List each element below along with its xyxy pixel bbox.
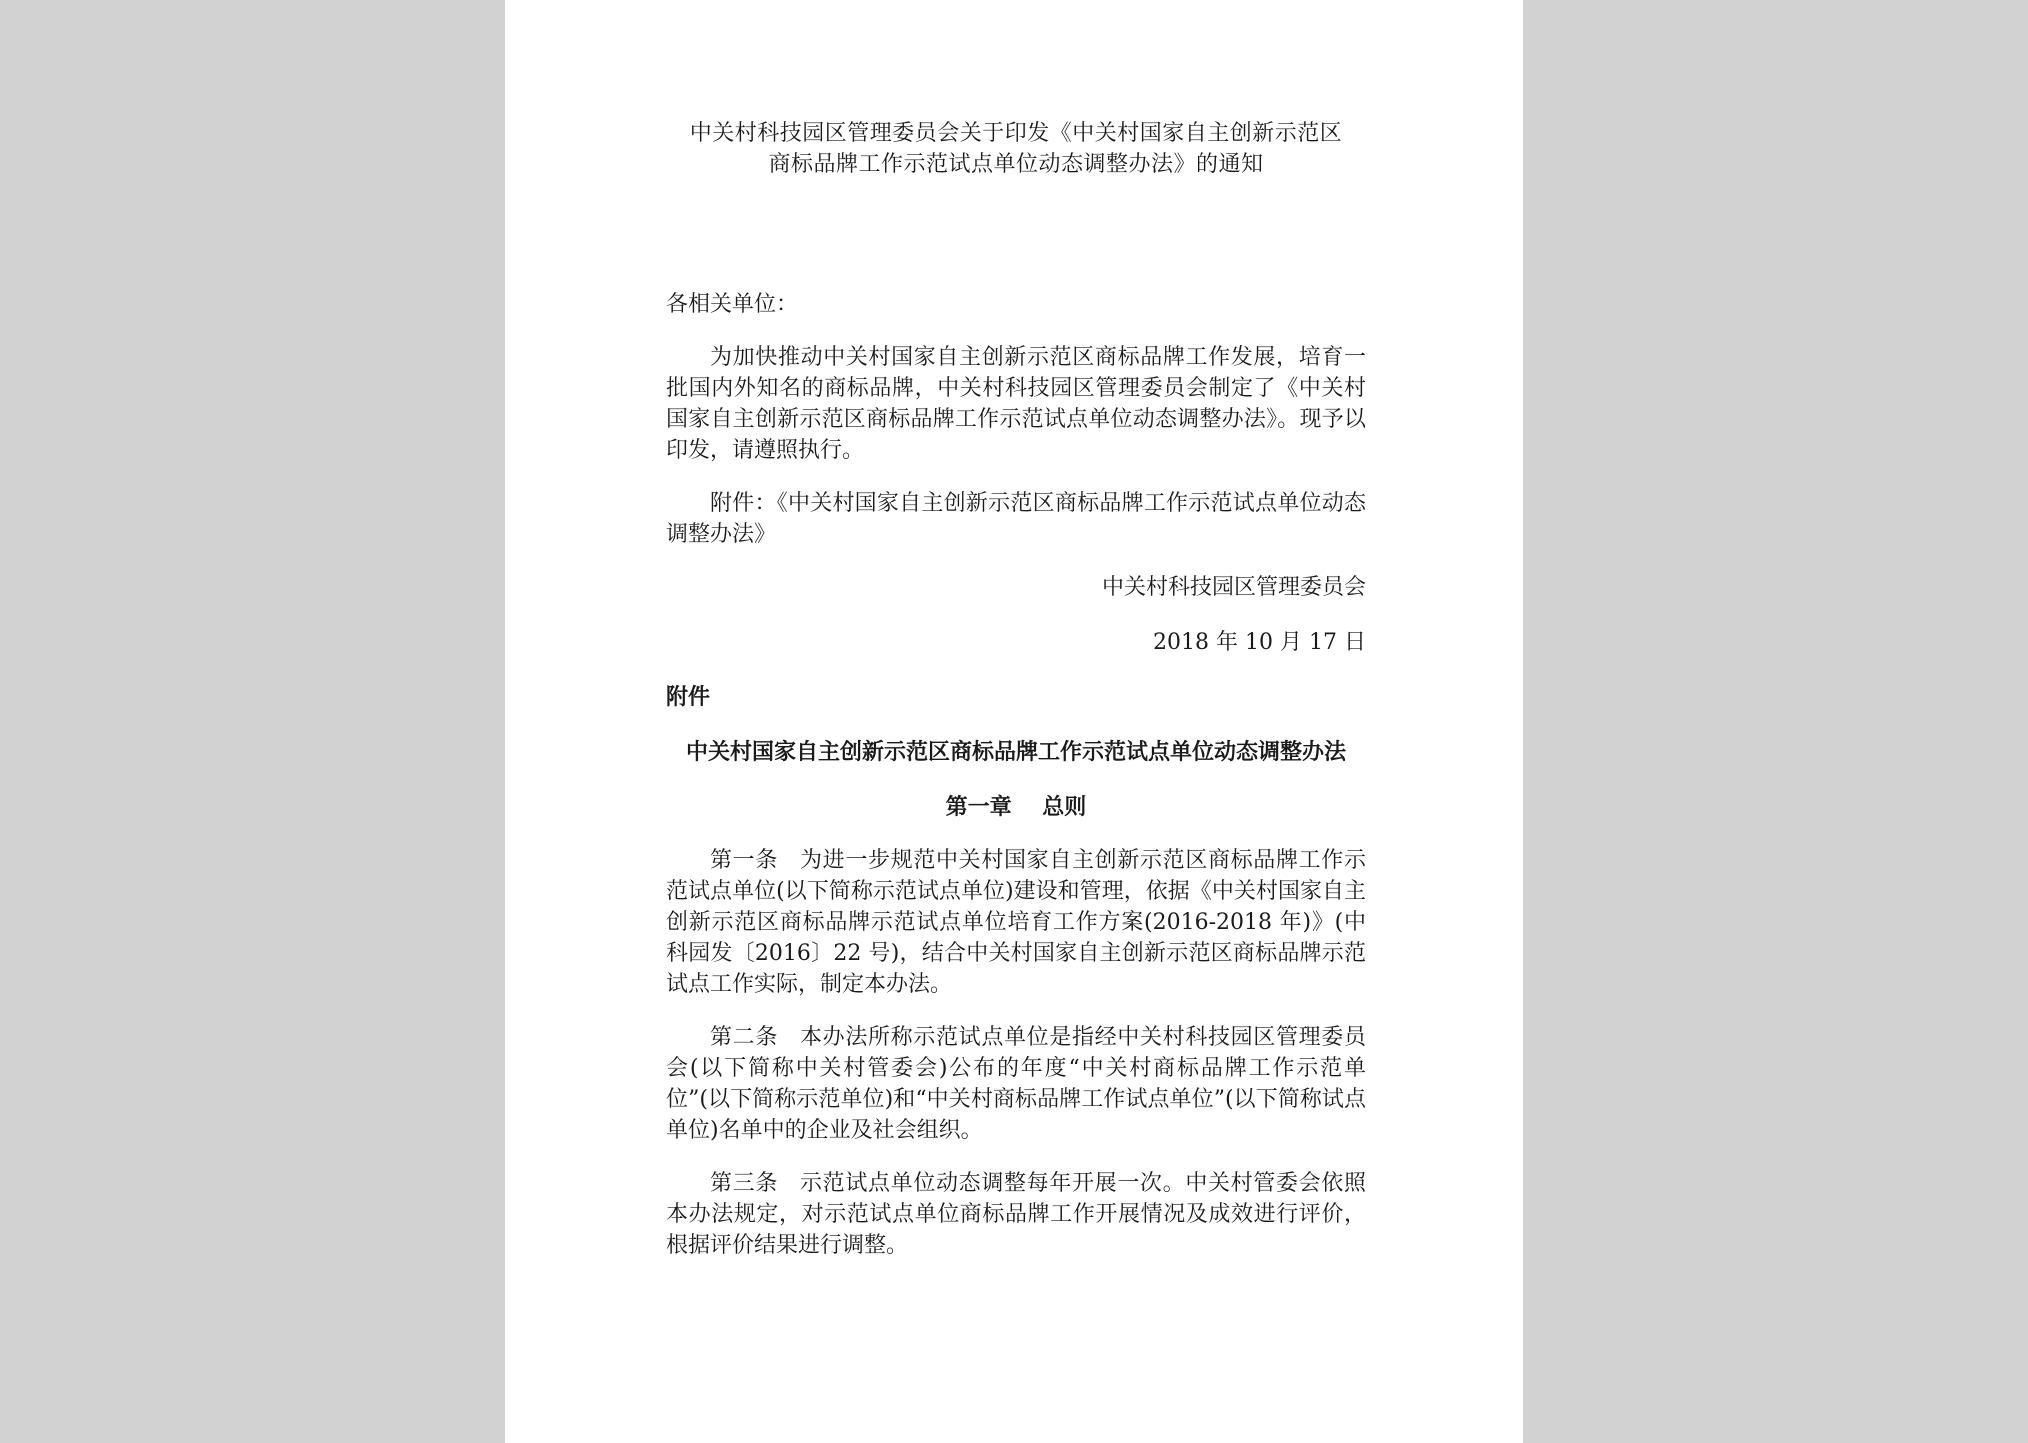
- salutation: 各相关单位：: [666, 292, 799, 317]
- document-page: [505, 0, 1523, 1443]
- attachment-note: 附件：《中关村国家自主创新示范区商标品牌工作示范试点单位动态调整办法》: [666, 491, 1366, 547]
- attachment-title: 中关村国家自主创新示范区商标品牌工作示范试点单位动态调整办法: [685, 740, 1346, 765]
- article-text: 为进一步规范中关村国家自主创新示范区商标品牌工作示范试点单位(以下简称示范试点单位)建设和管理，依据《中关村国家自主创新示范区商标品牌示范试点单位培育工作方案(2016-2018 年)》(中科园发〔2016〕22 号)，结合中关村国家自主创新示范区商标品牌示范试点工作实际，制定本办法。: [666, 848, 1366, 997]
- issue-date: 2018 年 10 月 17 日: [1153, 630, 1366, 655]
- notice-body: 为加快推动中关村国家自主创新示范区商标品牌工作发展，培育一批国内外知名的商标品牌，中关村科技园区管理委员会制定了《中关村国家自主创新示范区商标品牌工作示范试点单位动态调整办法》。现予以印发，请遵照执行。: [666, 345, 1366, 463]
- article-number: 第二条: [710, 1025, 778, 1050]
- article-1: [666, 845, 1366, 1000]
- page-content: [666, 118, 1366, 1261]
- article-text: 示范试点单位动态调整每年开展一次。中关村管委会依照本办法规定，对示范试点单位商标品牌工作开展情况及成效进行评价，根据评价结果进行调整。: [666, 1171, 1366, 1258]
- article-2: [666, 1022, 1366, 1146]
- article-3: [666, 1168, 1366, 1261]
- notice-title-line-2: 商标品牌工作示范试点单位动态调整办法》的通知: [768, 152, 1264, 177]
- article-number: 第一条: [710, 848, 778, 873]
- article-number: 第三条: [710, 1171, 778, 1196]
- issuer-signature: 中关村科技园区管理委员会: [1101, 575, 1366, 600]
- attachment-label: 附件: [666, 685, 711, 710]
- chapter-heading: 第一章 总则: [945, 795, 1087, 820]
- article-text: 本办法所称示范试点单位是指经中关村科技园区管理委员会(以下简称中关村管委会)公布的年度“中关村商标品牌工作示范单位”(以下简称示范单位)和“中关村商标品牌工作试点单位”(以下简称试点单位)名单中的企业及社会组织。: [666, 1025, 1366, 1143]
- notice-title-line-1: 中关村科技园区管理委员会关于印发《中关村国家自主创新示范区: [689, 121, 1343, 146]
- notice-title: [666, 118, 1366, 180]
